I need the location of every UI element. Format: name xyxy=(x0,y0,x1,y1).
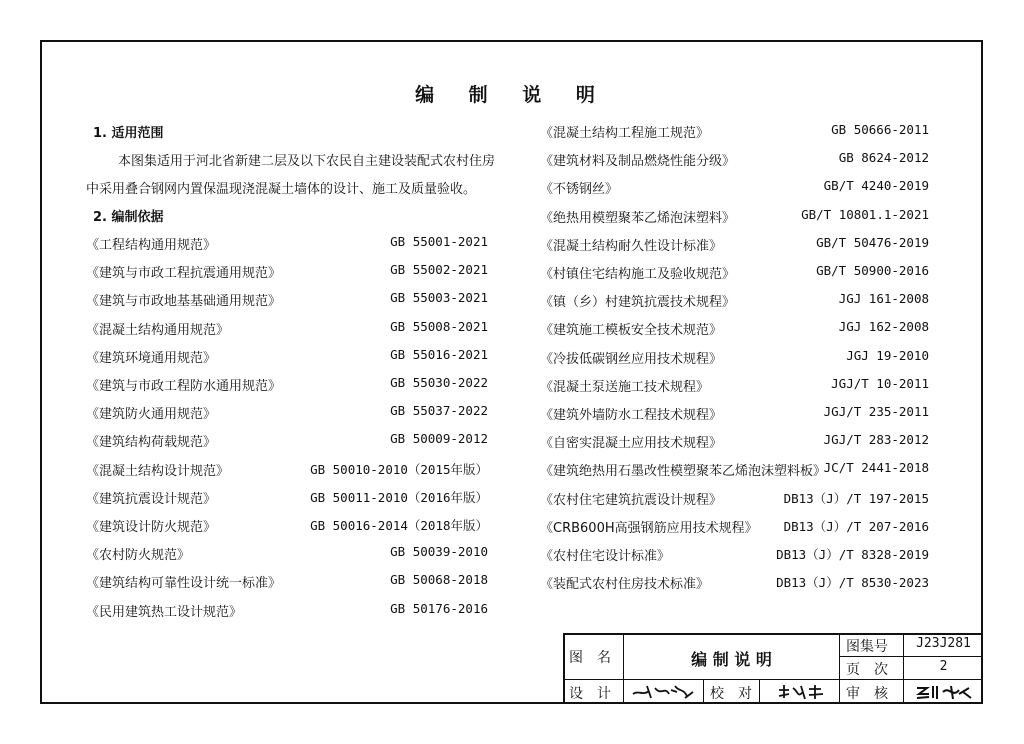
reference-code: GB 8624-2012 xyxy=(838,150,929,166)
reference-title: 《建筑结构荷载规范》 xyxy=(86,435,217,451)
atlas-no-label: 图集号 xyxy=(846,639,888,655)
reference-code: GB/T 4240-2019 xyxy=(823,178,929,194)
reference-row xyxy=(86,516,488,536)
reference-code: GB 50039-2010 xyxy=(390,544,488,560)
reference-row xyxy=(540,319,929,339)
reference-title: 《农村住宅建筑抗震设计规程》 xyxy=(540,492,723,508)
review-label: 审 核 xyxy=(846,686,888,702)
reference-code: GB 50176-2016 xyxy=(390,600,488,616)
reference-title: 《混凝土结构通用规范》 xyxy=(86,322,230,338)
reference-code: JGJ 161-2008 xyxy=(838,291,929,307)
reference-row xyxy=(540,432,929,452)
reference-code: JGJ/T 235-2011 xyxy=(823,404,929,419)
reference-row xyxy=(540,573,929,593)
page-label: 页 次 xyxy=(846,662,888,678)
reference-row xyxy=(540,178,929,198)
reference-code: GB 50016-2014（2018年版） xyxy=(310,518,488,533)
section-2-heading: 2. 编制依据 xyxy=(93,210,164,225)
reference-code: GB 50010-2010（2015年版） xyxy=(310,461,488,477)
reference-code: GB 50011-2010（2016年版） xyxy=(310,489,488,505)
reference-title: 《建筑与市政工程防水通用规范》 xyxy=(86,379,282,394)
reference-title: 《建筑与市政地基基础通用规范》 xyxy=(86,294,282,310)
reference-title: 《不锈钢丝》 xyxy=(540,182,619,198)
reference-code: GB 55016-2021 xyxy=(390,346,488,362)
section-1-text-line-1: 本图集适用于河北省新建二层及以下农民自主建设装配式农村住房 xyxy=(118,154,496,169)
reference-row xyxy=(540,517,929,537)
reference-title: 《建筑抗震设计规范》 xyxy=(86,491,217,507)
title-block xyxy=(563,633,983,704)
reference-code: GB 50666-2011 xyxy=(831,122,929,137)
reference-title: 《村镇住宅结构施工及验收规范》 xyxy=(540,267,736,282)
reference-code: GB/T 10801.1-2021 xyxy=(801,206,929,222)
reference-title: 《混凝土泵送施工技术规程》 xyxy=(540,379,710,395)
reference-row xyxy=(540,235,929,255)
reference-row xyxy=(540,150,929,170)
reference-code: DB13（J）/T 207-2016 xyxy=(783,518,929,534)
reference-title: 《建筑设计防火规范》 xyxy=(86,520,217,535)
reference-title: 《农村防火规范》 xyxy=(86,548,191,564)
reference-title: 《建筑绝热用石墨改性模塑聚苯乙烯泡沫塑料板》 xyxy=(540,464,827,480)
reference-row xyxy=(540,404,929,424)
reference-code: GB 55002-2021 xyxy=(390,262,488,278)
reference-title: 《建筑施工模板安全技术规范》 xyxy=(540,323,723,339)
reference-code: JGJ 162-2008 xyxy=(838,319,929,335)
reference-code: JGJ/T 283-2012 xyxy=(823,432,929,448)
design-label: 设 计 xyxy=(569,686,611,702)
reference-code: GB/T 50900-2016 xyxy=(816,263,929,278)
checker-signature xyxy=(775,682,831,702)
reference-code: GB 55001-2021 xyxy=(390,234,488,249)
page-number: 2 xyxy=(939,659,948,674)
atlas-no: J23J281 xyxy=(916,636,971,651)
reference-code: GB/T 50476-2019 xyxy=(816,234,929,250)
section-1-text-line-2: 中采用叠合钢网内置保温现浇混凝土墙体的设计、施工及质量验收。 xyxy=(86,182,477,197)
reference-code: GB 50068-2018 xyxy=(390,572,488,588)
reference-title: 《镇（乡）村建筑抗震技术规程》 xyxy=(540,295,736,311)
reference-title: 《冷拔低碳钢丝应用技术规程》 xyxy=(540,351,723,367)
page-title: 编 制 说 明 xyxy=(415,84,609,106)
reference-code: GB 55037-2022 xyxy=(390,403,488,419)
reference-row xyxy=(540,545,929,565)
reference-title: 《装配式农村住房技术标准》 xyxy=(540,577,710,593)
reference-title: 《混凝土结构设计规范》 xyxy=(86,463,230,479)
reference-title: 《混凝土结构工程施工规范》 xyxy=(540,126,710,141)
drawing-name: 编 制 说 明 xyxy=(691,650,772,669)
reference-code: JC/T 2441-2018 xyxy=(823,460,929,476)
reference-row xyxy=(540,460,929,480)
reference-code: DB13（J）/T 197-2015 xyxy=(783,490,929,506)
reference-code: JGJ/T 10-2011 xyxy=(831,375,929,391)
reference-title: 《建筑材料及制品燃烧性能分级》 xyxy=(540,154,736,170)
reference-row xyxy=(86,460,488,480)
reference-row xyxy=(540,207,929,227)
reference-row xyxy=(86,375,488,395)
reference-row xyxy=(540,291,929,311)
reference-title: 《建筑防火通用规范》 xyxy=(86,407,217,423)
reference-title: 《绝热用模塑聚苯乙烯泡沫塑料》 xyxy=(540,210,736,226)
reference-row xyxy=(540,489,929,509)
reference-row xyxy=(86,234,488,254)
reference-row xyxy=(86,601,488,621)
reference-code: GB 50009-2012 xyxy=(390,431,488,447)
section-1-heading: 1. 适用范围 xyxy=(93,126,164,141)
reference-code: DB13（J）/T 8328-2019 xyxy=(776,547,929,562)
reference-title: 《建筑与市政工程抗震通用规范》 xyxy=(86,266,282,282)
reference-code: JGJ 19-2010 xyxy=(846,347,929,363)
reference-title: 《CRB600H高强钢筋应用技术规程》 xyxy=(540,520,758,536)
reviewer-signature xyxy=(913,682,975,702)
reference-row xyxy=(540,348,929,368)
reference-row xyxy=(86,572,488,592)
reference-row xyxy=(86,319,488,339)
reference-row xyxy=(540,263,929,283)
reference-row xyxy=(86,488,488,508)
check-label: 校 对 xyxy=(710,686,752,702)
reference-title: 《建筑外墙防水工程技术规程》 xyxy=(540,408,723,423)
reference-code: GB 55003-2021 xyxy=(390,290,488,306)
reference-row xyxy=(86,544,488,564)
reference-row xyxy=(86,431,488,451)
reference-row xyxy=(86,262,488,282)
reference-row xyxy=(86,290,488,310)
reference-title: 《建筑结构可靠性设计统一标准》 xyxy=(86,576,282,592)
reference-row xyxy=(86,347,488,367)
reference-title: 《自密实混凝土应用技术规程》 xyxy=(540,436,723,452)
reference-row xyxy=(540,376,929,396)
reference-title: 《工程结构通用规范》 xyxy=(86,238,217,253)
designer-signature xyxy=(631,682,697,702)
reference-code: GB 55030-2022 xyxy=(390,375,488,390)
reference-title: 《混凝土结构耐久性设计标准》 xyxy=(540,238,723,254)
reference-code: DB13（J）/T 8530-2023 xyxy=(776,575,929,591)
reference-row xyxy=(540,122,929,142)
reference-title: 《建筑环境通用规范》 xyxy=(86,350,217,366)
reference-title: 《民用建筑热工设计规范》 xyxy=(86,604,243,620)
reference-title: 《农村住宅设计标准》 xyxy=(540,549,671,564)
reference-row xyxy=(86,403,488,423)
reference-code: GB 55008-2021 xyxy=(390,318,488,334)
drawing-name-label: 图 名 xyxy=(569,650,611,666)
